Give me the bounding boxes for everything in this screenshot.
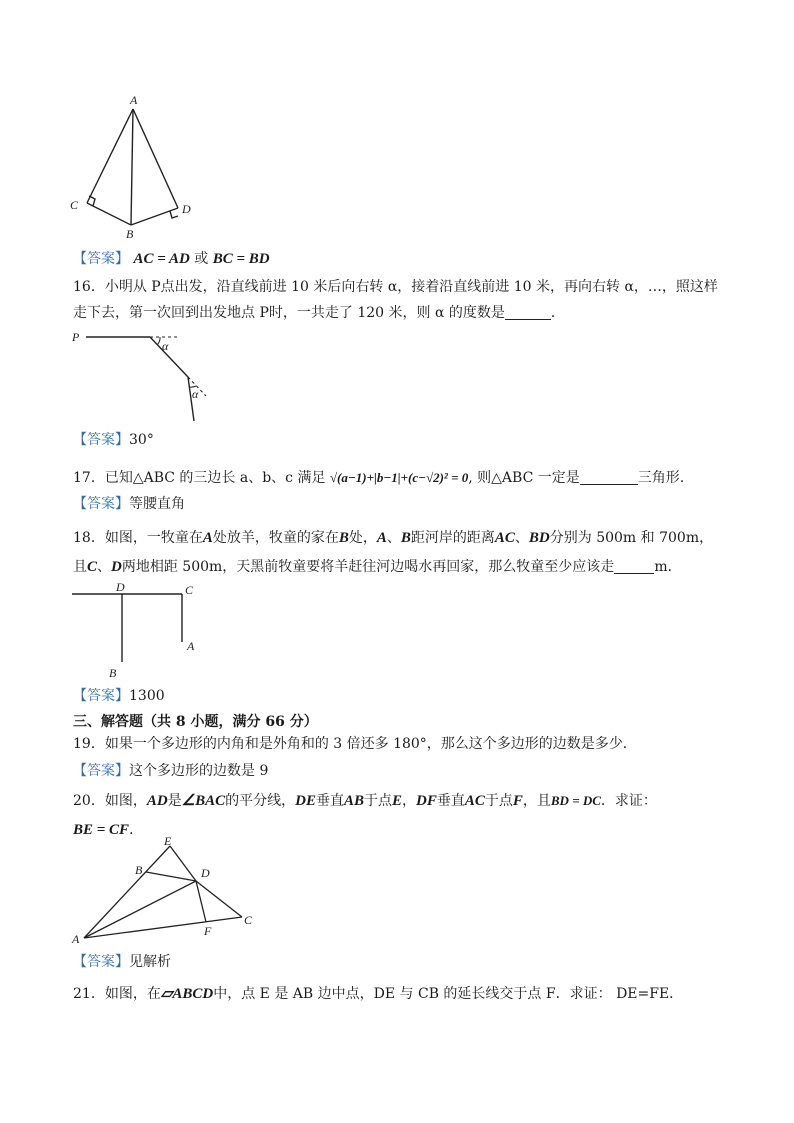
label-d: D — [201, 866, 210, 880]
parallelogram-abcd: ▱ABCD — [160, 986, 214, 1002]
label-d: D — [116, 580, 125, 594]
q20-text: 垂直 — [436, 793, 465, 809]
answer-tag: 【答案】 — [73, 688, 129, 704]
section-title: 三、解答题（共 8 小题，满分 66 分） — [73, 714, 318, 730]
answer-blank — [505, 305, 551, 320]
q20-text: ．求证： — [600, 793, 657, 809]
answer-q18 — [73, 686, 165, 706]
q21-text: 21．如图，在 — [73, 986, 161, 1002]
q20-text: 的平分线， — [225, 793, 296, 809]
point-f: F — [512, 793, 523, 809]
answer-value: 见解析 — [129, 954, 171, 970]
q18-text: 处放羊，牧童的家在 — [212, 530, 339, 546]
segment-ab: AB — [343, 793, 364, 809]
answer-blank — [580, 470, 638, 485]
q21-text: 中，点 E 是 AB 边中点，DE 与 CB 的延长线交于点 F．求证： — [213, 986, 612, 1002]
figure-q18-river — [64, 578, 224, 686]
point-b: B — [338, 530, 349, 546]
angle-bac: ∠BAC — [181, 793, 226, 809]
point-b: B — [400, 530, 411, 546]
answer-q19 — [73, 761, 268, 781]
q20-text: 20．如图， — [73, 793, 147, 809]
answer-value: 30° — [129, 432, 154, 448]
answer-value: 等腰直角 — [129, 496, 185, 512]
question-20-line1 — [73, 791, 657, 811]
question-21 — [73, 984, 683, 1004]
figure-q15-kite — [64, 92, 204, 242]
equation-be-cf: BE = CF — [73, 822, 130, 838]
answer-q17 — [73, 494, 185, 514]
q17-formula: √(a−1)+|b−1|+(c−√2)² = 0 — [329, 470, 469, 485]
answer-tag: 【答案】 — [73, 432, 129, 448]
q18-text: 分别为 500m 和 700m， — [549, 530, 714, 546]
label-d: D — [182, 202, 191, 216]
segment-de: DE — [295, 793, 316, 809]
point-a: A — [376, 530, 387, 546]
q18-text: 且 — [73, 559, 87, 575]
point-e: E — [392, 793, 403, 809]
q20-text: ，且 — [522, 793, 551, 809]
label-c: C — [244, 913, 253, 927]
question-18-line1 — [73, 528, 713, 548]
label-p: P — [72, 330, 80, 344]
q20-text: 于点 — [364, 793, 392, 809]
q18-sep: 、 — [514, 530, 529, 546]
label-c: C — [70, 198, 79, 212]
figure-q16-path — [64, 325, 224, 425]
label-alpha2: α — [192, 387, 199, 401]
figure-q20-triangle — [64, 836, 264, 950]
answer-part1: AC = AD — [133, 251, 190, 267]
equation-bd-dc: BD = DC — [550, 793, 601, 808]
answer-value: 1300 — [129, 688, 165, 704]
answer-tag: 【答案】 — [73, 763, 129, 779]
segment-ac: AC — [494, 530, 515, 546]
question-19: 19．如果一个多边形的内角和是外角和的 3 倍还多 180°，那么这个多边形的边数是多少． — [73, 736, 637, 752]
answer-value: 这个多边形的边数是 9 — [129, 763, 269, 779]
label-b: B — [135, 863, 143, 877]
answer-tag: 【答案】 — [73, 496, 129, 512]
label-b: B — [109, 666, 117, 680]
answer-q20 — [73, 952, 171, 972]
q20-text: ． — [129, 822, 144, 838]
answer-part2: BC = BD — [212, 251, 270, 267]
question-17 — [73, 468, 684, 488]
segment-ac: AC — [464, 793, 485, 809]
question-16-line2 — [73, 303, 565, 323]
label-e: E — [164, 836, 172, 848]
q21-text: DE=FE． — [616, 986, 684, 1002]
q18-text: 两地相距 500m，天黑前牧童要将羊赶往河边喝水再回家，那么牧童至少应该走 — [121, 559, 615, 575]
question-16-line1: 16．小明从 P点出发，沿直线前进 10 米后向右转 α，接着沿直线前进 10 米，再向右转 α，…，照这样 — [73, 279, 718, 295]
answer-tag: 【答案】 — [73, 954, 129, 970]
answer-or: 或 — [194, 251, 209, 267]
segment-df: DF — [416, 793, 437, 809]
segment-bd: BD — [528, 530, 550, 546]
label-alpha1: α — [162, 339, 169, 353]
q18-text: 距河岸的距离 — [410, 530, 495, 546]
q18-text: 18．如图，一牧童在 — [73, 530, 203, 546]
q18-sep: 、 — [386, 530, 401, 546]
label-c: C — [185, 583, 194, 597]
label-a: A — [187, 639, 195, 653]
q20-text: ， — [402, 793, 417, 809]
label-b: B — [126, 227, 134, 241]
point-d: D — [111, 559, 122, 575]
q18-sep: 、 — [97, 559, 112, 575]
q20-text: 于点 — [484, 793, 513, 809]
q17-text-b: , 则△ABC 一定是 — [468, 470, 580, 486]
label-f: F — [204, 924, 212, 938]
answer-q16 — [73, 430, 154, 450]
label-a: A — [72, 932, 80, 946]
segment-ad: AD — [146, 793, 168, 809]
answer-q15 — [73, 249, 270, 269]
q18-text: m． — [654, 559, 682, 575]
label-a: A — [130, 93, 138, 107]
q20-text: 垂直 — [315, 793, 344, 809]
q17-text: 17．已知△ABC 的三边长 a、b、c 满足 — [73, 470, 326, 486]
q18-text: 处， — [348, 530, 377, 546]
q17-text-c: 三角形. — [637, 470, 685, 486]
q16-text: 走下去，第一次回到出发地点 P时，一共走了 120 米，则 α 的度数是 — [73, 305, 505, 321]
answer-blank — [614, 559, 654, 574]
answer-tag: 【答案】 — [73, 251, 129, 267]
q20-text: 是 — [167, 793, 182, 809]
point-a: A — [202, 530, 213, 546]
question-18-line2 — [73, 557, 682, 577]
q16-end: ． — [550, 305, 565, 321]
point-c: C — [87, 559, 98, 575]
